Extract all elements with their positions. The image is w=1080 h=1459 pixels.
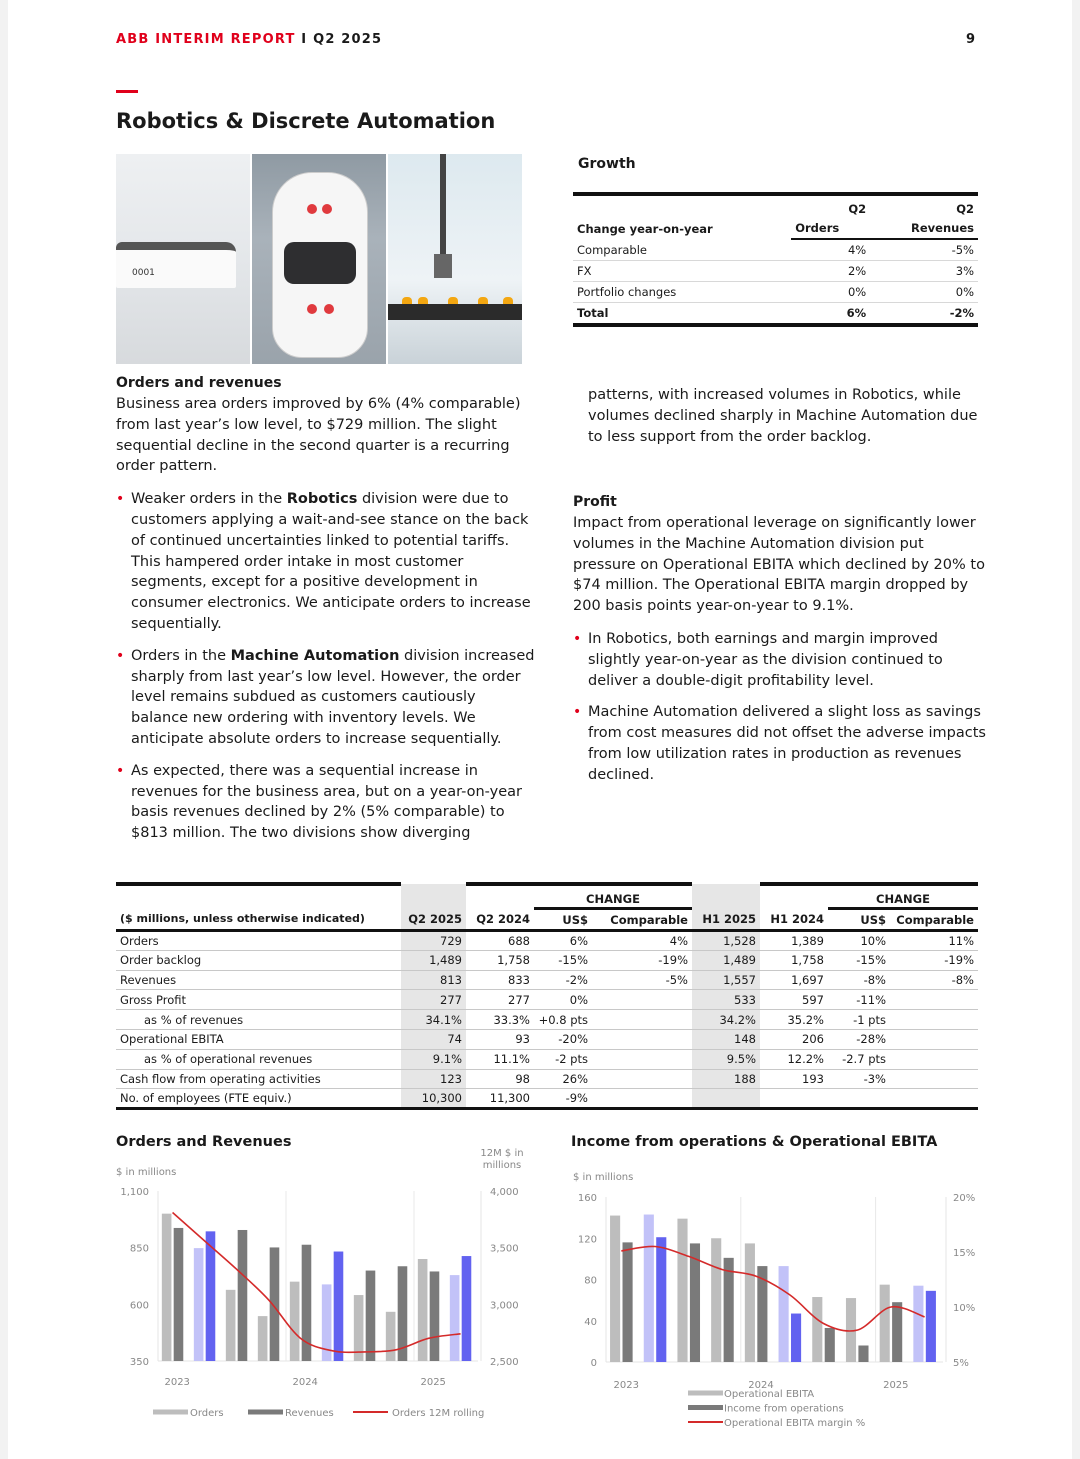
profit-intro: Impact from operational leverage on significantly lower volumes in the Machine Automation division put pressure on Operational EBITA which declined by 20% to $74 million. The Operational EBITA margin dropped by 200 basis points year-on-year to 9.1%. (573, 515, 985, 615)
bar-orders (162, 1214, 172, 1361)
legend-swatch (353, 1411, 388, 1413)
kf-column-header: Q2 2024 (466, 909, 534, 931)
growth-revenues-value: 3% (870, 261, 978, 282)
bar-operational-ebita (913, 1286, 923, 1362)
kf-cell: 98 (466, 1069, 534, 1089)
bar-orders (226, 1290, 236, 1361)
kf-cell: 6% (534, 931, 592, 951)
kf-column-header: Q2 2025 (401, 909, 466, 931)
bar-operational-ebita (812, 1297, 822, 1362)
kf-cell: -8% (828, 970, 890, 990)
kf-cell: -15% (828, 950, 890, 970)
bar-income-from-operations (825, 1328, 835, 1362)
kf-cell: 729 (401, 931, 466, 951)
y2-tick-label: 3,500 (490, 1243, 519, 1255)
growth-orders-value: 4% (791, 239, 870, 261)
kf-row-label: as % of revenues (116, 1010, 401, 1030)
kf-cell: 34.2% (692, 1010, 760, 1030)
kf-cell: 10% (828, 931, 890, 951)
kf-cell: -5% (592, 970, 692, 990)
kf-row-label: Orders (116, 931, 401, 951)
bar-income-from-operations (656, 1237, 666, 1362)
growth-col1-line2: Orders (791, 219, 870, 239)
charts-canvas (8, 0, 1080, 1459)
bullet-item: • Machine Automation delivered a slight loss as savings from cost measures did not offset the adverse impacts from low utilization rates in production as revenues declined. (573, 702, 988, 785)
bullet-text: Weaker orders in the (131, 491, 287, 508)
y-tick-label: 850 (129, 1243, 149, 1255)
bullet-text: division were due to customers applying a wait-and-see stance on the back of continued uncertainties linked to potential tariffs. This hampered order intake in most customer segments, except for a positive development in consumer electronics. We anticipate orders to increase sequentially. (131, 491, 531, 632)
growth-revenues-value: -5% (870, 239, 978, 261)
kf-cell: 1,528 (692, 931, 760, 951)
growth-row-label: Portfolio changes (573, 282, 791, 303)
kf-cell: 26% (534, 1069, 592, 1089)
kf-cell: 1,489 (401, 950, 466, 970)
bar-orders (194, 1248, 204, 1361)
kf-column-header: H1 2024 (760, 909, 828, 931)
legend-label: Operational EBITA (724, 1389, 815, 1400)
kf-cell: 11.1% (466, 1049, 534, 1069)
kf-cell: 833 (466, 970, 534, 990)
bar-revenues (430, 1271, 440, 1361)
growth-header-label: Change year-on-year (573, 194, 791, 239)
kf-row-label: Cash flow from operating activities (116, 1069, 401, 1089)
legend-label: Orders (190, 1408, 224, 1419)
change-header-q2: CHANGE (534, 884, 692, 909)
bar-revenues (462, 1256, 472, 1361)
kf-cell: 9.1% (401, 1049, 466, 1069)
growth-col2-line1: Q2 (870, 194, 978, 219)
legend-swatch (688, 1405, 723, 1410)
growth-orders-value: 2% (791, 261, 870, 282)
x-year-label: 2023 (613, 1380, 639, 1391)
kf-cell: 11,300 (466, 1089, 534, 1109)
legend-label: Revenues (285, 1408, 334, 1419)
y2-tick-label: 4,000 (490, 1187, 519, 1198)
kf-column-header: Comparable (592, 909, 692, 931)
kf-row-label: Operational EBITA (116, 1029, 401, 1049)
kf-cell: 1,557 (692, 970, 760, 990)
bar-income-from-operations (623, 1242, 633, 1362)
kf-cell: -9% (534, 1089, 592, 1109)
growth-col2-line2: Revenues (870, 219, 978, 239)
kf-cell: 12.2% (760, 1049, 828, 1069)
growth-row-label: Total (573, 303, 791, 326)
page-number: 9 (966, 32, 976, 47)
growth-revenues-value: -2% (870, 303, 978, 326)
growth-row-label: Comparable (573, 239, 791, 261)
kf-cell: 206 (760, 1029, 828, 1049)
y-tick-label: 120 (577, 1234, 597, 1246)
kf-cell: 1,489 (692, 950, 760, 970)
bullet-text: division increased sharply from last year’s low level. However, the order level remains subdued as customers cautiously balance new ordering with inventory levels. We anticipate absolute orders to increase sequentially. (131, 647, 535, 747)
bar-income-from-operations (858, 1346, 868, 1363)
header-separator: I (301, 32, 308, 47)
kf-cell: -28% (828, 1029, 890, 1049)
bar-orders (450, 1275, 460, 1361)
kf-column-header: US$ (828, 909, 890, 931)
kf-cell: 277 (466, 990, 534, 1010)
bar-orders (386, 1312, 396, 1361)
y-tick-label: 600 (129, 1300, 149, 1312)
bar-income-from-operations (791, 1314, 801, 1362)
orders-revenues-heading: Orders and revenues (116, 375, 282, 391)
report-period: Q2 2025 (313, 32, 383, 47)
x-year-label: 2023 (164, 1377, 190, 1388)
agv-label: 0001 (132, 268, 155, 278)
legend-swatch (688, 1391, 723, 1396)
legend-label: Orders 12M rolling (392, 1408, 485, 1419)
kf-column-header: Comparable (890, 909, 978, 931)
kf-cell: 33.3% (466, 1010, 534, 1030)
y-axis-unit-label: $ in millions (116, 1167, 177, 1178)
profit-heading: Profit (573, 494, 617, 510)
growth-col1-line1: Q2 (791, 194, 870, 219)
kf-cell: -1 pts (828, 1010, 890, 1030)
legend-label: Income from operations (724, 1403, 844, 1415)
kf-column-header: US$ (534, 909, 592, 931)
bar-income-from-operations (892, 1302, 902, 1362)
kf-cell: 123 (401, 1069, 466, 1089)
kf-cell: 0% (534, 990, 592, 1010)
x-year-label: 2025 (883, 1380, 909, 1391)
kf-cell: -8% (890, 970, 978, 990)
line-orders-12m-rolling (173, 1213, 461, 1353)
legend-swatch (688, 1421, 723, 1423)
y2-tick-label: 10% (953, 1303, 976, 1314)
y-tick-label: 1,100 (120, 1187, 149, 1198)
kf-column-header: H1 2025 (692, 909, 760, 931)
x-year-label: 2024 (292, 1377, 318, 1388)
bar-income-from-operations (926, 1291, 936, 1362)
legend-swatch (153, 1410, 188, 1415)
bullet-bold-text: Robotics (286, 491, 358, 508)
y2-tick-label: 2,500 (490, 1357, 519, 1368)
bar-revenues (270, 1247, 280, 1361)
bar-orders (354, 1295, 364, 1361)
y-axis-unit-label: $ in millions (573, 1172, 634, 1183)
kf-row-label: Revenues (116, 970, 401, 990)
kf-row-label: Gross Profit (116, 990, 401, 1010)
report-label: ABB INTERIM REPORT (116, 32, 296, 47)
y2-axis-unit-label: 12M $ in (480, 1148, 524, 1159)
kf-cell: -19% (890, 950, 978, 970)
kf-cell: 1,697 (760, 970, 828, 990)
kf-cell: 11% (890, 931, 978, 951)
kf-cell: 188 (692, 1069, 760, 1089)
kf-cell: -3% (828, 1069, 890, 1089)
bar-operational-ebita (880, 1285, 890, 1362)
kf-cell: 34.1% (401, 1010, 466, 1030)
x-year-label: 2024 (748, 1380, 774, 1391)
bar-operational-ebita (779, 1266, 789, 1362)
bar-operational-ebita (677, 1219, 687, 1362)
kf-row-label: Order backlog (116, 950, 401, 970)
bar-revenues (174, 1228, 184, 1361)
orders-revenues-intro: Business area orders improved by 6% (4% comparable) from last year’s low level, to $729 million. The slight sequential decline in the second quarter is a recurring order pattern. (116, 396, 521, 475)
kf-cell: -2% (534, 970, 592, 990)
change-header-h1: CHANGE (828, 884, 978, 909)
kf-cell: -15% (534, 950, 592, 970)
kf-cell: -20% (534, 1029, 592, 1049)
y-tick-label: 0 (590, 1358, 597, 1369)
kf-cell: 4% (592, 931, 692, 951)
income-ebita-chart-title: Income from operations & Operational EBITA (571, 1134, 938, 1150)
kf-cell: 277 (401, 990, 466, 1010)
growth-orders-value: 6% (791, 303, 870, 326)
section-title: Robotics & Discrete Automation (116, 109, 496, 133)
kf-row-label: as % of operational revenues (116, 1049, 401, 1069)
kf-cell: 35.2% (760, 1010, 828, 1030)
y2-tick-label: 5% (953, 1358, 969, 1369)
kf-column-header: ($ millions, unless otherwise indicated) (116, 909, 401, 931)
growth-row-label: FX (573, 261, 791, 282)
bar-income-from-operations (724, 1258, 734, 1362)
kf-cell: -19% (592, 950, 692, 970)
bar-revenues (206, 1231, 216, 1361)
kf-cell: 813 (401, 970, 466, 990)
kf-cell: +0.8 pts (534, 1010, 592, 1030)
bar-operational-ebita (745, 1243, 755, 1362)
orders-revenues-continuation: patterns, with increased volumes in Robotics, while volumes declined sharply in Machine Automation due to less support from the order backlog. (588, 387, 978, 445)
bullet-item: • In Robotics, both earnings and margin improved slightly year-on-year as the division continued to deliver a double-digit profitability level. (573, 629, 988, 691)
bullet-text: As expected, there was a sequential increase in revenues for the business area, but on a year-on-year basis revenues declined by 2% (5% comparable) to $813 million. The two divisions show diverging (131, 762, 523, 842)
kf-cell: 688 (466, 931, 534, 951)
bar-revenues (366, 1271, 376, 1361)
kf-cell: 10,300 (401, 1089, 466, 1109)
kf-cell: 1,758 (466, 950, 534, 970)
bar-operational-ebita (610, 1216, 620, 1362)
bullet-text: Orders in the (131, 647, 231, 664)
kf-cell: -2.7 pts (828, 1049, 890, 1069)
bar-orders (258, 1316, 268, 1361)
growth-title: Growth (578, 156, 636, 172)
y2-tick-label: 3,000 (490, 1300, 519, 1312)
bar-income-from-operations (690, 1243, 700, 1362)
x-year-label: 2025 (420, 1377, 446, 1388)
bar-operational-ebita (711, 1238, 721, 1362)
kf-cell: 9.5% (692, 1049, 760, 1069)
bar-revenues (238, 1230, 248, 1361)
y2-tick-label: 20% (953, 1193, 976, 1204)
bar-orders (290, 1282, 300, 1361)
kf-cell: 148 (692, 1029, 760, 1049)
kf-cell: 93 (466, 1029, 534, 1049)
kf-cell: -11% (828, 990, 890, 1010)
kf-cell: 597 (760, 990, 828, 1010)
y-tick-label: 40 (584, 1316, 597, 1328)
legend-swatch (248, 1410, 283, 1415)
growth-orders-value: 0% (791, 282, 870, 303)
kf-cell: 533 (692, 990, 760, 1010)
kf-cell: -2 pts (534, 1049, 592, 1069)
bar-orders (418, 1259, 428, 1361)
legend-label: Operational EBITA margin % (724, 1418, 866, 1429)
kf-cell: 1,389 (760, 931, 828, 951)
bar-operational-ebita (644, 1215, 654, 1362)
y-tick-label: 80 (584, 1275, 597, 1287)
y-tick-label: 350 (129, 1357, 149, 1368)
bar-revenues (334, 1252, 344, 1361)
kf-cell: 74 (401, 1029, 466, 1049)
kf-cell: 1,758 (760, 950, 828, 970)
line-operational-ebita-margin-pct (621, 1246, 924, 1331)
growth-revenues-value: 0% (870, 282, 978, 303)
y2-tick-label: 15% (953, 1248, 976, 1259)
bullet-bold-text: Machine Automation (230, 647, 400, 664)
y-tick-label: 160 (577, 1193, 597, 1204)
y2-axis-unit-label: millions (482, 1160, 522, 1171)
kf-cell: 193 (760, 1069, 828, 1089)
kf-row-label: No. of employees (FTE equiv.) (116, 1089, 401, 1109)
orders-revenues-chart-title: Orders and Revenues (116, 1134, 292, 1150)
